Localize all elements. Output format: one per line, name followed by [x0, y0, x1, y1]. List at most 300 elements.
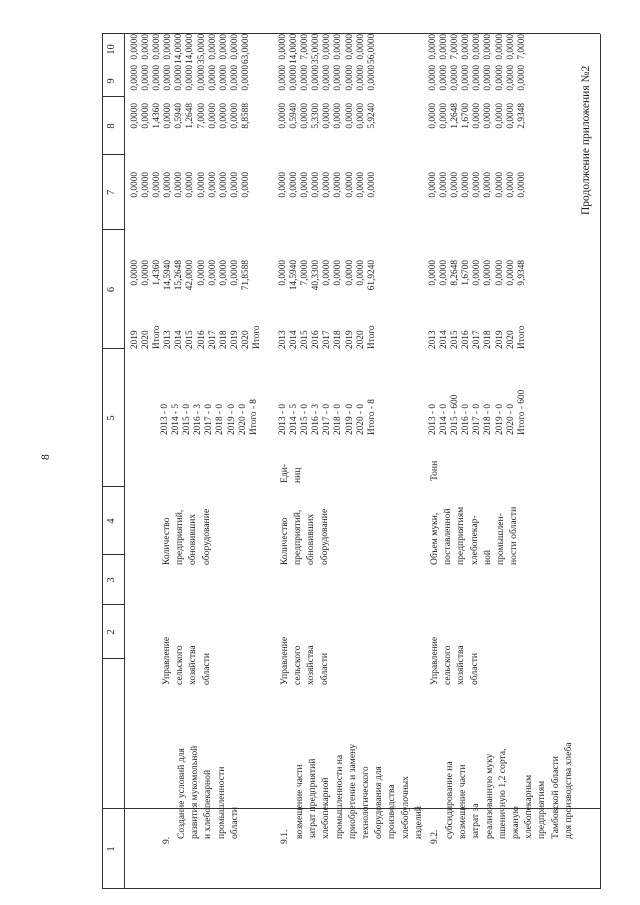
- text-line: хлебобулочных: [399, 776, 411, 839]
- text-line: оборудование: [318, 508, 330, 565]
- text-line: 0,0000: [163, 65, 174, 91]
- text-line: 0,0000: [300, 172, 311, 198]
- text-line: области: [200, 652, 212, 685]
- text-line: 0,0000: [344, 260, 355, 286]
- value-col-6: [130, 260, 252, 305]
- table-border-bottom: [600, 34, 601, 889]
- text-line: 2017: [322, 330, 333, 349]
- text-line: 0,0000: [130, 172, 140, 198]
- text-line: Управление: [429, 636, 440, 685]
- text-line: 2013: [428, 330, 438, 349]
- text-line: 0,0000: [196, 260, 207, 286]
- text-line: приобретение и замену: [346, 743, 358, 839]
- text-line: предприятиям: [455, 506, 467, 565]
- text-line: 0,0000: [494, 65, 505, 91]
- text-line: субсидирование на: [444, 761, 455, 839]
- text-line: 2013: [278, 330, 288, 349]
- text-line: 2016 - 3: [193, 404, 204, 435]
- text-line: Количество: [161, 517, 172, 565]
- text-line: 0,0000: [355, 34, 366, 60]
- text-line: 14,5940: [163, 260, 174, 291]
- text-line: 2017 - 0: [472, 404, 483, 435]
- text-line: технологического: [360, 766, 372, 839]
- measure-name: [293, 744, 425, 839]
- text-line: 2020: [505, 330, 516, 349]
- text-line: возмещение части: [457, 764, 469, 839]
- text-line: 0,0000: [472, 65, 483, 91]
- text-line: области: [318, 652, 330, 685]
- text-line: 2015: [185, 330, 196, 349]
- text-line: 2020 - 0: [237, 404, 248, 435]
- text-line: 0,0000: [207, 65, 218, 91]
- text-line: затрат предприятий: [307, 758, 319, 839]
- text-line: хлебопекарной: [320, 777, 332, 839]
- text-line: 2013: [163, 330, 174, 349]
- text-line: 0,0000: [152, 65, 163, 91]
- text-line: 0,0000: [311, 65, 322, 91]
- value-col-10: [278, 34, 378, 64]
- text-line: для производства хлеба: [562, 742, 574, 839]
- text-line: 0,0000: [483, 260, 494, 286]
- text-line: 2013 - 0: [160, 404, 170, 435]
- text-line: 14,5940: [289, 260, 300, 291]
- text-line: 2014: [289, 330, 300, 349]
- text-line: 2017 - 0: [204, 404, 215, 435]
- text-line: и хлебопекарной: [202, 769, 214, 839]
- unit: [278, 464, 304, 483]
- text-line: 2013 - 0: [428, 404, 438, 435]
- text-line: хлебопекар-: [468, 515, 480, 565]
- column-header: 3: [106, 577, 117, 583]
- text-line: 71,8588: [240, 260, 251, 291]
- text-line: сельского: [174, 645, 186, 685]
- column-header: 1: [106, 846, 117, 852]
- text-line: 0,0000: [278, 65, 288, 91]
- text-line: 0,0000: [300, 103, 311, 129]
- text-line: 0,0000: [366, 65, 377, 91]
- text-line: 0,0000: [483, 172, 494, 198]
- text-line: 0,0000: [483, 103, 494, 129]
- value-col-7: [428, 172, 528, 217]
- text-line: 35,0000: [196, 33, 207, 64]
- text-line: промышлен-: [495, 513, 507, 565]
- text-line: 2015 - 600: [450, 394, 461, 435]
- text-line: 0,0000: [472, 260, 483, 286]
- text-line: 7,0000: [516, 34, 527, 60]
- text-line: 0,0000: [516, 172, 527, 198]
- text-line: 0,0000: [450, 65, 461, 91]
- text-line: 0,0000: [152, 172, 163, 198]
- text-line: ной: [481, 549, 493, 565]
- text-line: предприятий,: [174, 509, 186, 565]
- text-line: 0,0000: [322, 34, 333, 60]
- text-line: 0,0000: [229, 260, 240, 286]
- table-border-top: [102, 34, 103, 889]
- text-line: 0,0000: [278, 260, 288, 286]
- value-col-8: [130, 103, 252, 148]
- value-col-6: [278, 260, 378, 305]
- year-values: [160, 399, 260, 435]
- text-line: 2014 - 5: [289, 404, 300, 435]
- text-line: 0,0000: [461, 172, 472, 198]
- text-line: 0,0000: [218, 34, 229, 60]
- text-line: 0,0000: [311, 172, 322, 198]
- text-line: 2019: [229, 330, 240, 349]
- column-header: 4: [106, 518, 117, 524]
- text-line: Итого: [152, 325, 163, 349]
- text-line: пшеничную 1,2 сорта,: [496, 748, 508, 839]
- text-line: 0,0000: [322, 260, 333, 286]
- text-line: 1,2648: [185, 103, 196, 129]
- text-line: 0,0000: [322, 172, 333, 198]
- text-line: 0,0000: [196, 65, 207, 91]
- text-line: 0,0000: [141, 65, 152, 91]
- value-col-8: [278, 103, 378, 148]
- text-line: 0,0000: [505, 172, 516, 198]
- text-line: обновивших: [305, 513, 317, 565]
- text-line: 2015 - 0: [182, 404, 193, 435]
- text-line: 0,0000: [439, 103, 450, 129]
- text-line: ниц: [292, 467, 304, 483]
- text-line: Итого - 600: [516, 389, 527, 435]
- text-line: сельского: [292, 645, 304, 685]
- executor: [278, 637, 331, 685]
- text-line: 0,0000: [229, 172, 240, 198]
- text-line: 0,0000: [494, 34, 505, 60]
- text-line: 0,0000: [483, 65, 494, 91]
- text-line: оборудование: [200, 508, 212, 565]
- text-line: 0,0000: [428, 103, 438, 129]
- text-line: 0,0000: [141, 34, 152, 60]
- text-line: 0,0000: [185, 65, 196, 91]
- text-line: 0,0000: [207, 172, 218, 198]
- unit: [428, 461, 441, 481]
- text-line: 0,0000: [494, 260, 505, 286]
- text-line: 2014: [439, 330, 450, 349]
- text-line: 2016: [461, 330, 472, 349]
- text-line: 0,0000: [472, 172, 483, 198]
- text-line: 0,0000: [130, 260, 140, 286]
- text-line: Еди-: [279, 463, 290, 483]
- text-line: 2015: [450, 330, 461, 349]
- text-line: затрат за: [470, 803, 482, 839]
- text-line: области: [468, 652, 480, 685]
- row-number: 9.2.: [429, 829, 440, 844]
- text-line: 0,0000: [163, 34, 174, 60]
- text-line: 0,0000: [229, 65, 240, 91]
- text-line: обновивших: [187, 513, 199, 565]
- executor: [428, 637, 481, 685]
- text-line: 0,0000: [333, 34, 344, 60]
- text-line: 0,0000: [344, 34, 355, 60]
- text-line: Итого - 8: [366, 399, 377, 435]
- text-line: 0,0000: [185, 172, 196, 198]
- page-number: 8: [40, 454, 52, 460]
- column-header: 8: [106, 123, 117, 129]
- text-line: 2020 - 0: [355, 404, 366, 435]
- column-header: 2: [106, 629, 117, 635]
- value-col-9: [130, 65, 252, 100]
- text-line: 0,0000: [152, 34, 163, 60]
- text-line: 0,0000: [141, 172, 152, 198]
- column-header: 7: [106, 189, 117, 196]
- text-line: Итого: [252, 325, 263, 349]
- year-values: [428, 390, 528, 435]
- text-line: 2016: [196, 330, 207, 349]
- text-line: изделий: [412, 806, 424, 839]
- text-line: Итого: [366, 325, 377, 349]
- value-col-9: [428, 65, 528, 100]
- years: [278, 325, 378, 349]
- text-line: 5,3300: [311, 103, 322, 129]
- text-line: Тамбовской области: [549, 756, 561, 839]
- text-line: 2020: [355, 330, 366, 349]
- text-line: 8,8588: [240, 103, 251, 129]
- indicator: [160, 509, 213, 565]
- text-line: 0,0000: [505, 65, 516, 91]
- text-line: 14,0000: [289, 33, 300, 64]
- measure-name: [443, 743, 575, 840]
- text-line: 0,0000: [218, 65, 229, 91]
- text-line: 2014 - 0: [439, 404, 450, 435]
- value-col-7: [278, 172, 378, 217]
- text-line: возмещение части: [294, 764, 305, 839]
- text-line: Управление: [161, 636, 172, 685]
- column-header: 5: [106, 415, 117, 421]
- text-line: поставленной: [442, 508, 454, 565]
- text-line: 0,0000: [461, 34, 472, 60]
- value-col-10: [428, 34, 528, 64]
- text-line: промышленности: [215, 766, 227, 839]
- years: [130, 325, 263, 349]
- text-line: 0,0000: [472, 34, 483, 60]
- value-col-6: [428, 260, 528, 305]
- text-line: 2017: [207, 330, 218, 349]
- text-line: Управление: [279, 636, 290, 685]
- text-line: 7,0000: [196, 103, 207, 129]
- text-line: 0,0000: [322, 103, 333, 129]
- text-line: ржаную: [510, 806, 522, 839]
- text-line: производства: [386, 784, 398, 839]
- text-line: 0,0000: [278, 172, 288, 198]
- text-line: 0,0000: [494, 103, 505, 129]
- text-line: 2020 - 0: [505, 404, 516, 435]
- text-line: 2018 - 0: [483, 404, 494, 435]
- text-line: предприятиям: [536, 780, 548, 839]
- text-line: 1,2648: [450, 103, 461, 129]
- text-line: 2018 - 0: [333, 404, 344, 435]
- text-line: Тонн: [429, 460, 440, 481]
- text-line: 0,0000: [196, 172, 207, 198]
- text-line: Объем муки,: [429, 512, 440, 565]
- text-line: 2,9348: [516, 103, 527, 129]
- text-line: 7,0000: [300, 260, 311, 286]
- text-line: хозяйства: [455, 645, 467, 685]
- text-line: 2013 - 0: [278, 404, 288, 435]
- text-line: 61,9240: [366, 260, 377, 291]
- year-values: [278, 399, 378, 435]
- text-line: 0,0000: [355, 172, 366, 198]
- value-col-8: [428, 103, 528, 148]
- text-line: 0,5940: [174, 103, 185, 129]
- text-line: 15,2648: [174, 260, 185, 291]
- text-line: 2020: [141, 330, 152, 349]
- text-line: 0,0000: [163, 172, 174, 198]
- text-line: 0,0000: [278, 34, 288, 60]
- text-line: 14,0000: [185, 33, 196, 64]
- text-line: 0,0000: [163, 103, 174, 129]
- column-header: 9: [106, 78, 117, 84]
- text-line: 9,9348: [516, 260, 527, 286]
- text-line: 0,0000: [130, 103, 140, 129]
- row-number: 9.1.: [279, 829, 290, 844]
- text-line: 0,0000: [207, 103, 218, 129]
- text-line: 0,0000: [300, 65, 311, 91]
- text-line: развития мукомольной: [189, 745, 201, 839]
- text-line: 0,5940: [289, 103, 300, 129]
- table-header-divider: [124, 34, 125, 889]
- text-line: 2019: [494, 330, 505, 349]
- text-line: 0,0000: [516, 65, 527, 91]
- text-line: 56,0000: [366, 33, 377, 64]
- text-line: 0,0000: [439, 65, 450, 91]
- text-line: 0,0000: [207, 260, 218, 286]
- text-line: Создание условий для: [176, 748, 187, 839]
- text-line: 0,0000: [174, 65, 185, 91]
- text-line: 0,0000: [240, 172, 251, 198]
- text-line: 0,0000: [355, 65, 366, 91]
- measure-name: [175, 746, 241, 839]
- text-line: 0,0000: [174, 172, 185, 198]
- text-line: 1,6700: [461, 260, 472, 286]
- text-line: хозяйства: [305, 645, 317, 685]
- text-line: 0,0000: [344, 103, 355, 129]
- text-line: 14,0000: [174, 33, 185, 64]
- text-line: 0,0000: [322, 65, 333, 91]
- text-line: 1,6700: [461, 103, 472, 129]
- text-line: 0,0000: [505, 260, 516, 286]
- text-line: 2015 - 0: [300, 404, 311, 435]
- text-line: 2018 - 0: [215, 404, 226, 435]
- column-header: 6: [106, 286, 117, 293]
- column-header: 10: [106, 44, 117, 55]
- text-line: 1,4360: [152, 103, 163, 129]
- text-line: 0,0000: [344, 172, 355, 198]
- text-line: 0,0000: [366, 172, 377, 198]
- text-line: 0,0000: [472, 103, 483, 129]
- text-line: 5,9240: [366, 103, 377, 129]
- text-line: 2019: [344, 330, 355, 349]
- text-line: 2014 - 5: [171, 404, 182, 435]
- text-line: 2015: [300, 330, 311, 349]
- text-line: 35,0000: [311, 33, 322, 64]
- text-line: 0,0000: [229, 34, 240, 60]
- text-line: 2018: [483, 330, 494, 349]
- text-line: 0,0000: [207, 34, 218, 60]
- text-line: предприятий,: [292, 509, 304, 565]
- text-line: 0,0000: [333, 65, 344, 91]
- text-line: 0,0000: [439, 260, 450, 286]
- text-line: ности области: [508, 506, 520, 565]
- text-line: 0,0000: [483, 34, 494, 60]
- text-line: 0,0000: [439, 172, 450, 198]
- text-line: 0,0000: [505, 103, 516, 129]
- text-line: 2020: [240, 330, 251, 349]
- text-line: 0,0000: [240, 65, 251, 91]
- text-line: 0,0000: [289, 65, 300, 91]
- text-line: 1,4360: [152, 260, 163, 286]
- text-line: 2017: [472, 330, 483, 349]
- appendix-title: Продолжение приложения №2: [580, 65, 592, 215]
- text-line: 0,0000: [494, 172, 505, 198]
- executor: [160, 637, 213, 685]
- text-line: 0,0000: [439, 34, 450, 60]
- text-line: 0,0000: [141, 103, 152, 129]
- text-line: Итого - 8: [248, 399, 259, 435]
- text-line: 0,0000: [344, 65, 355, 91]
- value-col-10: [130, 34, 252, 64]
- text-line: 0,0000: [428, 34, 438, 60]
- text-line: Количество: [279, 517, 290, 565]
- text-line: 2018: [218, 330, 229, 349]
- text-line: 2017 - 0: [322, 404, 333, 435]
- text-line: 0,0000: [333, 260, 344, 286]
- text-line: 0,0000: [130, 65, 140, 91]
- text-line: хлебопекарным: [523, 774, 535, 839]
- text-line: 0,0000: [218, 260, 229, 286]
- text-line: 0,0000: [218, 172, 229, 198]
- text-line: 0,0000: [428, 172, 438, 198]
- text-line: хозяйства: [187, 645, 199, 685]
- text-line: 0,0000: [130, 34, 140, 60]
- text-line: сельского: [442, 645, 454, 685]
- text-line: 2018: [333, 330, 344, 349]
- text-line: 0,0000: [355, 260, 366, 286]
- text-line: реализованную муку: [483, 753, 495, 839]
- text-line: 0,0000: [218, 103, 229, 129]
- text-line: 8,2648: [450, 260, 461, 286]
- years: [428, 325, 528, 349]
- text-line: 0,0000: [355, 103, 366, 129]
- text-line: 40,3300: [311, 260, 322, 291]
- indicator: [278, 509, 331, 565]
- text-line: 2016: [311, 330, 322, 349]
- text-line: 2019 - 0: [226, 404, 237, 435]
- text-line: 0,0000: [428, 260, 438, 286]
- text-line: 63,0000: [240, 33, 251, 64]
- text-line: 0,0000: [461, 65, 472, 91]
- text-line: 0,0000: [278, 103, 288, 129]
- text-line: Итого: [516, 325, 527, 349]
- value-col-7: [130, 172, 252, 217]
- row-number: 9.: [161, 836, 172, 844]
- text-line: 0,0000: [450, 172, 461, 198]
- text-line: 0,0000: [505, 34, 516, 60]
- text-line: оборудования для: [373, 766, 385, 839]
- indicator: [428, 507, 520, 565]
- text-line: 0,0000: [289, 172, 300, 198]
- text-line: промышленности на: [333, 754, 345, 839]
- text-line: 2016 - 3: [311, 404, 322, 435]
- text-line: области: [228, 806, 240, 839]
- text-line: 0,0000: [333, 172, 344, 198]
- text-line: 7,0000: [300, 34, 311, 60]
- text-line: 2016 - 0: [461, 404, 472, 435]
- text-line: 0,0000: [229, 103, 240, 129]
- table-border-left: [102, 888, 600, 889]
- text-line: 2019: [130, 330, 140, 349]
- text-line: 2019 - 0: [344, 404, 355, 435]
